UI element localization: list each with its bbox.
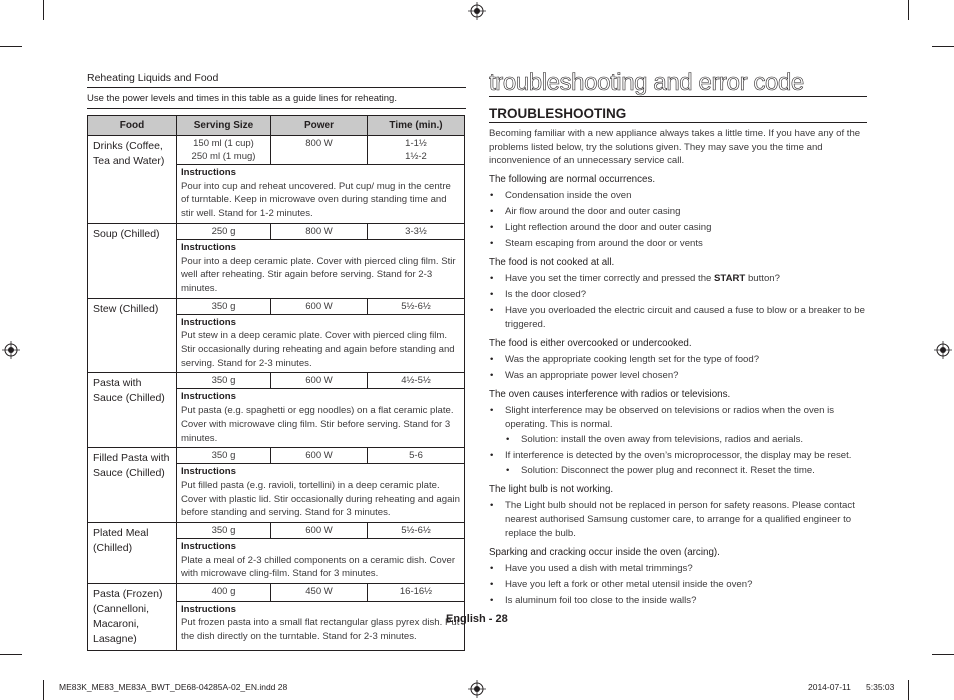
instructions-cell [177, 601, 465, 650]
list-item-text: Steam escaping from around the door or vents [505, 237, 703, 249]
power-cell: 800 W [271, 223, 368, 239]
power-cell: 600 W [271, 448, 368, 464]
list-item [489, 288, 867, 302]
food-name-cell: Plated Meal (Chilled) [88, 523, 177, 584]
instructions-text: Put pasta (e.g. spaghetti or egg noodles) on a flat ceramic plate. Cover with microwave cling film. Stir before serving. Stand for 3 minutes. [181, 405, 454, 444]
instructions-text: Put stew in a deep ceramic plate. Cover with pierced cling film. Stir occasionally during reheating and again before standing and serving. Stand for 2-3 minutes. [181, 330, 455, 369]
list-item-text: Have you overloaded the electric circuit and caused a fuse to blow or a breaker to be triggered. [505, 304, 865, 330]
list-item [489, 205, 867, 219]
sub-list [505, 464, 867, 478]
table-body [88, 136, 465, 651]
list-item-text: Have you left a fork or other metal utensil inside the oven? [505, 578, 753, 590]
footer-date: 2014-07-11 [808, 682, 851, 692]
footer-time: 5:35:03 [866, 682, 895, 692]
table-row [88, 523, 465, 539]
food-name-cell: Filled Pasta with Sauce (Chilled) [88, 448, 177, 523]
instructions-text: Put filled pasta (e.g. ravioli, tortellini) in a deep ceramic plate. Cover with plastic lid. Stir occasionally during reheating and again before standing and serving. Stand for 3 minutes. [181, 479, 460, 519]
instructions-label: Instructions [181, 603, 236, 615]
list-item [489, 304, 867, 332]
table-row [88, 584, 465, 602]
power-cell: 800 W [271, 136, 368, 165]
reheating-table [87, 115, 465, 651]
instructions-cell [177, 165, 465, 224]
crop-mark [908, 0, 909, 20]
instructions-cell [177, 539, 465, 584]
list-item [489, 189, 867, 203]
size-cell: 250 g [177, 223, 271, 239]
list-item-text: Slight interference may be observed on televisions or radios when the oven is operating. This is normal. [505, 404, 835, 430]
instructions-cell [177, 464, 465, 523]
list-item [489, 221, 867, 235]
list-item [489, 369, 867, 383]
table-row [88, 136, 465, 165]
food-name-cell: Stew (Chilled) [88, 298, 177, 373]
table-row [88, 448, 465, 464]
list-item [489, 594, 867, 608]
section-title: Reheating Liquids and Food [87, 72, 466, 88]
header-time: Time (min.) [368, 116, 465, 136]
header-serving-size: Serving Size [177, 116, 271, 136]
size-cell: 350 g [177, 298, 271, 314]
time-cell: 1-1½ 1½-2 [368, 136, 465, 165]
food-name-cell: Soup (Chilled) [88, 223, 177, 298]
time-cell: 3-3½ [368, 223, 465, 239]
instructions-label: Instructions [181, 167, 236, 178]
size-cell: 350 g [177, 373, 271, 389]
list-item [489, 578, 867, 592]
crop-mark [0, 654, 22, 655]
list-item-text: The Light bulb should not be replaced in person for safety reasons. Please contact nearest authorised Samsung customer care, to arrange for a qualified engineer to replace the bulb. [505, 499, 855, 539]
footer-filename: ME83K_ME83_ME83A_BWT_DE68-04285A-02_EN.indd 28 [59, 682, 288, 692]
table-row [88, 373, 465, 389]
group-heading: The food is either overcooked or undercooked. [489, 337, 692, 349]
page-number: English - 28 [446, 613, 508, 625]
header-food: Food [88, 116, 177, 136]
time-cell: 5½-6½ [368, 523, 465, 539]
list-item [489, 499, 867, 541]
group-heading: Sparking and cracking occur inside the oven (arcing). [489, 546, 720, 558]
instructions-label: Instructions [181, 241, 236, 253]
instructions-text: Put frozen pasta into a small flat rectangular glass pyrex dish. Put the dish directly on the turntable. Stand for 2-3 minutes. [181, 617, 460, 643]
power-cell: 450 W [271, 584, 368, 602]
instructions-text: Plate a meal of 2-3 chilled components on a ceramic dish. Cover with microwave cling-film. Stand for 3 minutes. [181, 554, 456, 580]
table-header-row [88, 116, 465, 136]
list-item-text: button? [745, 272, 780, 284]
instructions-label: Instructions [181, 316, 236, 328]
instructions-text: Pour into a deep ceramic plate. Cover with pierced cling film. Stir well after reheating. Stir again before serving. Stand for 2-3 minutes. [181, 255, 456, 294]
table-row [88, 223, 465, 239]
list-item-text: Have you used a dish with metal trimmings? [505, 562, 693, 574]
reheating-section [87, 72, 466, 651]
size-cell: 350 g [177, 523, 271, 539]
time-cell: 5½-6½ [368, 298, 465, 314]
instructions-label: Instructions [181, 391, 236, 403]
time-cell: 4½-5½ [368, 373, 465, 389]
instructions-text: Pour into cup and reheat uncovered. Put cup/ mug in the centre of turntable. Keep in microwave oven during standing time and stir well. Stand for 1-2 minutes. [181, 180, 451, 220]
troubleshooting-section [489, 70, 867, 610]
group-heading: The light bulb is not working. [489, 483, 614, 495]
group-heading: The food is not cooked at all. [489, 256, 615, 268]
registration-mark-icon [468, 680, 486, 698]
food-name-cell: Drinks (Coffee, Tea and Water) [88, 136, 177, 224]
list-item-text: Is aluminum foil too close to the inside walls? [505, 594, 697, 606]
sub-list-item: • Solution: install the oven away from televisions, radios and aerials. [505, 433, 867, 447]
instructions-cell [177, 389, 465, 448]
start-button-label: START [714, 272, 746, 284]
crop-mark [932, 654, 954, 655]
crop-mark [0, 46, 22, 47]
bullet-list [489, 353, 867, 383]
list-item [489, 237, 867, 251]
power-cell: 600 W [271, 373, 368, 389]
page-title: troubleshooting and error code [489, 70, 867, 97]
list-item-text: Condensation inside the oven [505, 189, 632, 201]
sub-list-item: • Solution: Disconnect the power plug and reconnect it. Reset the time. [505, 464, 867, 478]
bullet-list [489, 272, 867, 332]
instructions-label: Instructions [181, 541, 236, 553]
list-item [489, 404, 867, 447]
power-cell: 600 W [271, 523, 368, 539]
list-item-text: Have you set the timer correctly and pressed the [505, 272, 715, 284]
group-heading: The oven causes interference with radios or televisions. [489, 388, 731, 400]
list-item-text: Was an appropriate power level chosen? [505, 369, 679, 381]
bullet-list [489, 189, 867, 251]
size-cell: 400 g [177, 584, 271, 602]
size-cell: 350 g [177, 448, 271, 464]
list-item-text: Is the door closed? [505, 288, 587, 300]
header-power: Power [271, 116, 368, 136]
size-cell: 150 ml (1 cup) 250 ml (1 mug) [177, 136, 271, 165]
crop-mark [908, 680, 909, 700]
subhead: TROUBLESHOOTING [489, 106, 867, 123]
time-cell: 5-6 [368, 448, 465, 464]
group-heading: The following are normal occurrences. [489, 173, 656, 185]
registration-mark-icon [934, 341, 952, 359]
instructions-label: Instructions [181, 466, 236, 478]
list-item [489, 353, 867, 367]
list-item [489, 449, 867, 478]
bullet-list [489, 499, 867, 541]
crop-mark [43, 680, 44, 700]
food-name-cell: Pasta with Sauce (Chilled) [88, 373, 177, 448]
list-item [489, 272, 867, 286]
list-item [489, 562, 867, 576]
list-item-text: Was the appropriate cooking length set for the type of food? [505, 353, 760, 365]
bullet-list [489, 404, 867, 478]
table-row [88, 298, 465, 314]
crop-mark [932, 46, 954, 47]
list-item-text: If interference is detected by the oven’s microprocessor, the display may be reset. [505, 449, 852, 461]
time-cell: 16-16½ [368, 584, 465, 602]
food-name-cell: Pasta (Frozen) (Cannelloni, Macaroni, Lasagne) [88, 584, 177, 651]
instructions-cell [177, 314, 465, 373]
power-cell: 600 W [271, 298, 368, 314]
intro-paragraph: Becoming familiar with a new appliance always takes a little time. If you have any of the problems listed below, try the solutions given. They may save you the time and inconvenience of an unnecessary service call. [489, 128, 861, 166]
bullet-list [489, 562, 867, 608]
section-intro: Use the power levels and times in this table as a guide lines for reheating. [87, 93, 466, 109]
list-item-text: Light reflection around the door and outer casing [505, 221, 712, 233]
registration-mark-icon [2, 341, 20, 359]
sub-list [505, 433, 867, 447]
registration-mark-icon [468, 2, 486, 20]
troubleshooting-groups [489, 173, 867, 608]
list-item-text: Air flow around the door and outer casing [505, 205, 681, 217]
crop-mark [43, 0, 44, 20]
instructions-cell [177, 239, 465, 298]
